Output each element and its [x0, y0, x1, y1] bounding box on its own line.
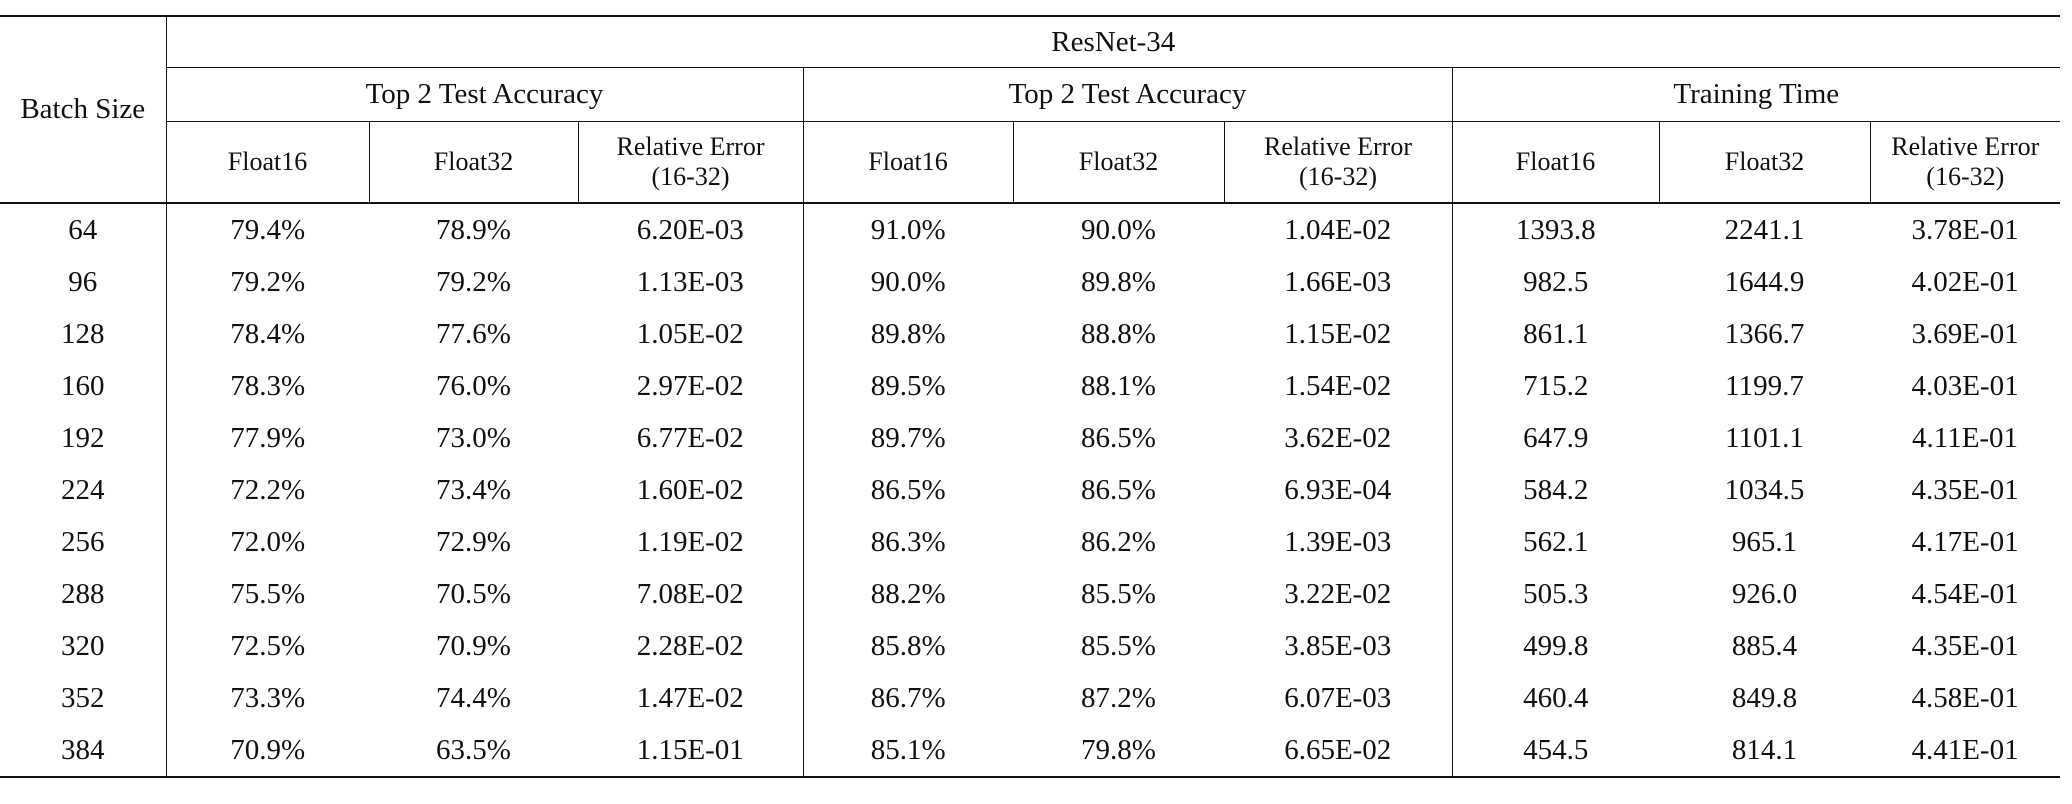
header-row-model — [0, 16, 2060, 68]
top2-acc-b-rel-error-cell: 6.93E-04 — [1284, 473, 1392, 506]
top2-acc-b-float16-cell: 86.5% — [803, 464, 1013, 516]
top2-acc-b-float16-cell: 89.8% — [803, 308, 1013, 360]
table-row — [0, 516, 2060, 568]
top2-acc-b-float16-cell: 86.7% — [803, 672, 1013, 724]
training-time-float32-cell: 1366.7 — [1724, 317, 1805, 350]
top2-acc-b-rel-error-cell: 3.62E-02 — [1284, 421, 1392, 454]
training-time-rel-error-cell: 4.35E-01 — [1911, 629, 2019, 662]
table-row — [0, 568, 2060, 620]
top2-acc-b-float32-cell: 88.1% — [1081, 369, 1156, 402]
top2-acc-b-float32-cell: 86.5% — [1081, 473, 1156, 506]
header-row-groups — [0, 68, 2060, 122]
top2-acc-b-rel-error-cell: 1.04E-02 — [1284, 213, 1392, 246]
top2-acc-a-float32-cell: 77.6% — [436, 317, 511, 350]
top2-acc-a-float32-cell: 72.9% — [436, 525, 511, 558]
top2-acc-b-float32-cell: 87.2% — [1081, 681, 1156, 714]
subheader-relative-error: Relative Error (16-32) — [1224, 122, 1452, 204]
top2-acc-b-float32-cell: 88.8% — [1081, 317, 1156, 350]
training-time-rel-error-cell: 3.69E-01 — [1911, 317, 2019, 350]
top2-acc-a-rel-error-cell: 6.77E-02 — [636, 421, 744, 454]
top2-acc-a-float16-cell: 75.5% — [166, 568, 369, 620]
top2-acc-b-float16-cell: 88.2% — [803, 568, 1013, 620]
top2-acc-a-float16-cell: 78.3% — [166, 360, 369, 412]
training-time-float16-cell: 647.9 — [1452, 412, 1659, 464]
top2-acc-b-float32-cell: 85.5% — [1081, 629, 1156, 662]
top2-acc-a-float32-cell: 70.5% — [436, 577, 511, 610]
training-time-float16-cell: 499.8 — [1452, 620, 1659, 672]
table-row — [0, 412, 2060, 464]
batch-size-cell: 96 — [68, 265, 98, 298]
top2-acc-b-rel-error-cell: 1.15E-02 — [1284, 317, 1392, 350]
training-time-float16-cell: 505.3 — [1452, 568, 1659, 620]
training-time-rel-error-cell: 3.78E-01 — [1911, 213, 2019, 246]
group-header-top2-accuracy-b: Top 2 Test Accuracy — [803, 68, 1452, 122]
subheader-float16: Float16 — [1452, 122, 1659, 204]
top2-acc-a-rel-error-cell: 2.97E-02 — [636, 369, 744, 402]
subheader-relative-error: Relative Error (16-32) — [578, 122, 803, 204]
training-time-float16-cell: 584.2 — [1452, 464, 1659, 516]
top2-acc-a-rel-error-cell: 1.05E-02 — [636, 317, 744, 350]
training-time-float32-cell: 1034.5 — [1724, 473, 1805, 506]
subheader-float32: Float32 — [1013, 122, 1224, 204]
subheader-float32: Float32 — [1659, 122, 1870, 204]
top2-acc-b-float16-cell: 91.0% — [803, 203, 1013, 256]
subheader-relative-error: Relative Error (16-32) — [1870, 122, 2060, 204]
top2-acc-b-float32-cell: 85.5% — [1081, 577, 1156, 610]
top2-acc-a-float16-cell: 72.2% — [166, 464, 369, 516]
top2-acc-b-rel-error-cell: 6.07E-03 — [1284, 681, 1392, 714]
batch-size-cell: 384 — [0, 724, 166, 777]
training-time-float32-cell: 1644.9 — [1724, 265, 1805, 298]
header-row-subheaders — [0, 122, 2060, 204]
subheader-float16: Float16 — [166, 122, 369, 204]
training-time-float16-cell: 1393.8 — [1452, 203, 1659, 256]
top2-acc-a-float32-cell: 70.9% — [436, 629, 511, 662]
top2-acc-b-float16-cell: 86.3% — [803, 516, 1013, 568]
top2-acc-a-rel-error-cell: 1.15E-01 — [578, 724, 803, 777]
training-time-rel-error-cell: 4.11E-01 — [1912, 421, 2019, 454]
batch-size-cell: 288 — [61, 577, 105, 610]
top2-acc-b-rel-error-cell: 1.66E-03 — [1284, 265, 1392, 298]
top2-acc-a-float32-cell: 73.0% — [436, 421, 511, 454]
table-header — [0, 16, 2060, 203]
training-time-float32-cell: 1199.7 — [1725, 369, 1804, 402]
top2-acc-a-float16-cell: 72.0% — [166, 516, 369, 568]
top2-acc-b-float32-cell: 90.0% — [1081, 213, 1156, 246]
top2-acc-b-float16-cell: 85.8% — [803, 620, 1013, 672]
top2-acc-b-float16-cell: 89.7% — [803, 412, 1013, 464]
training-time-float32-cell: 2241.1 — [1724, 213, 1805, 246]
top2-acc-b-float16-cell: 90.0% — [803, 256, 1013, 308]
training-time-float16-cell: 562.1 — [1452, 516, 1659, 568]
training-time-rel-error-cell: 4.35E-01 — [1911, 473, 2019, 506]
batch-size-cell: 352 — [61, 681, 105, 714]
training-time-float32-cell: 926.0 — [1731, 577, 1798, 610]
top2-acc-a-float32-cell: 76.0% — [436, 369, 511, 402]
top2-acc-b-rel-error-cell: 1.54E-02 — [1284, 369, 1392, 402]
training-time-float16-cell: 715.2 — [1452, 360, 1659, 412]
table-row — [0, 672, 2060, 724]
table-row — [0, 724, 2060, 777]
top2-acc-b-float32-cell: 86.2% — [1081, 525, 1156, 558]
group-header-training-time: Training Time — [1452, 68, 2060, 122]
batch-size-cell: 320 — [61, 629, 105, 662]
top2-acc-a-rel-error-cell: 1.19E-02 — [636, 525, 744, 558]
batch-size-cell: 256 — [61, 525, 105, 558]
training-time-float32-cell: 885.4 — [1731, 629, 1798, 662]
top2-acc-a-float32-cell: 73.4% — [436, 473, 511, 506]
top2-acc-a-float16-cell: 70.9% — [166, 724, 369, 777]
results-table — [0, 15, 2060, 778]
training-time-float16-cell: 861.1 — [1452, 308, 1659, 360]
top2-acc-a-float16-cell: 79.4% — [166, 203, 369, 256]
table-row — [0, 464, 2060, 516]
top2-acc-a-float16-cell: 72.5% — [166, 620, 369, 672]
training-time-rel-error-cell: 4.58E-01 — [1911, 681, 2019, 714]
batch-size-cell: 224 — [61, 473, 105, 506]
batch-size-cell: 64 — [68, 213, 98, 246]
top2-acc-b-rel-error-cell: 1.39E-03 — [1284, 525, 1392, 558]
training-time-float32-cell: 1101.1 — [1725, 421, 1804, 454]
training-time-rel-error-cell: 4.17E-01 — [1911, 525, 2019, 558]
subheader-float32: Float32 — [369, 122, 578, 204]
top2-acc-b-float32-cell: 86.5% — [1081, 421, 1156, 454]
table-row — [0, 360, 2060, 412]
training-time-rel-error-cell: 4.02E-01 — [1911, 265, 2019, 298]
table-row — [0, 256, 2060, 308]
table-row — [0, 620, 2060, 672]
training-time-rel-error-cell: 4.03E-01 — [1911, 369, 2019, 402]
training-time-float32-cell: 965.1 — [1731, 525, 1798, 558]
top2-acc-a-float16-cell: 78.4% — [166, 308, 369, 360]
top2-acc-a-rel-error-cell: 2.28E-02 — [636, 629, 744, 662]
subheader-float16: Float16 — [803, 122, 1013, 204]
group-header-top2-accuracy-a: Top 2 Test Accuracy — [166, 68, 803, 122]
top2-acc-a-rel-error-cell: 1.47E-02 — [636, 681, 744, 714]
top2-acc-a-float32-cell: 63.5% — [369, 724, 578, 777]
batch-size-cell: 160 — [61, 369, 105, 402]
training-time-float16-cell: 982.5 — [1452, 256, 1659, 308]
training-time-float32-cell: 814.1 — [1659, 724, 1870, 777]
top2-acc-a-float32-cell: 74.4% — [436, 681, 511, 714]
training-time-float16-cell: 454.5 — [1452, 724, 1659, 777]
top2-acc-a-float32-cell: 79.2% — [436, 265, 511, 298]
batch-size-cell: 128 — [61, 317, 105, 350]
table-row — [0, 203, 2060, 256]
top2-acc-a-rel-error-cell: 7.08E-02 — [636, 577, 744, 610]
top2-acc-a-rel-error-cell: 1.60E-02 — [636, 473, 744, 506]
training-time-rel-error-cell: 4.54E-01 — [1911, 577, 2019, 610]
top2-acc-b-float32-cell: 79.8% — [1013, 724, 1224, 777]
training-time-float16-cell: 460.4 — [1452, 672, 1659, 724]
top2-acc-a-float16-cell: 77.9% — [166, 412, 369, 464]
top2-acc-a-rel-error-cell: 1.13E-03 — [636, 265, 744, 298]
top2-acc-b-rel-error-cell: 3.22E-02 — [1284, 577, 1392, 610]
batch-size-cell: 192 — [61, 421, 105, 454]
top2-acc-a-float32-cell: 78.9% — [436, 213, 511, 246]
top2-acc-a-float16-cell: 73.3% — [166, 672, 369, 724]
training-time-float32-cell: 849.8 — [1731, 681, 1798, 714]
table-row — [0, 308, 2060, 360]
training-time-rel-error-cell: 4.41E-01 — [1870, 724, 2060, 777]
top2-acc-b-rel-error-cell: 3.85E-03 — [1284, 629, 1392, 662]
top2-acc-a-float16-cell: 79.2% — [166, 256, 369, 308]
table-body — [0, 203, 2060, 777]
model-header: ResNet-34 — [166, 16, 2060, 68]
top2-acc-a-rel-error-cell: 6.20E-03 — [636, 213, 744, 246]
top2-acc-b-float32-cell: 89.8% — [1081, 265, 1156, 298]
top2-acc-b-float16-cell: 89.5% — [803, 360, 1013, 412]
batch-size-header: Batch Size — [0, 16, 166, 203]
top2-acc-b-rel-error-cell: 6.65E-02 — [1224, 724, 1452, 777]
top2-acc-b-float16-cell: 85.1% — [803, 724, 1013, 777]
